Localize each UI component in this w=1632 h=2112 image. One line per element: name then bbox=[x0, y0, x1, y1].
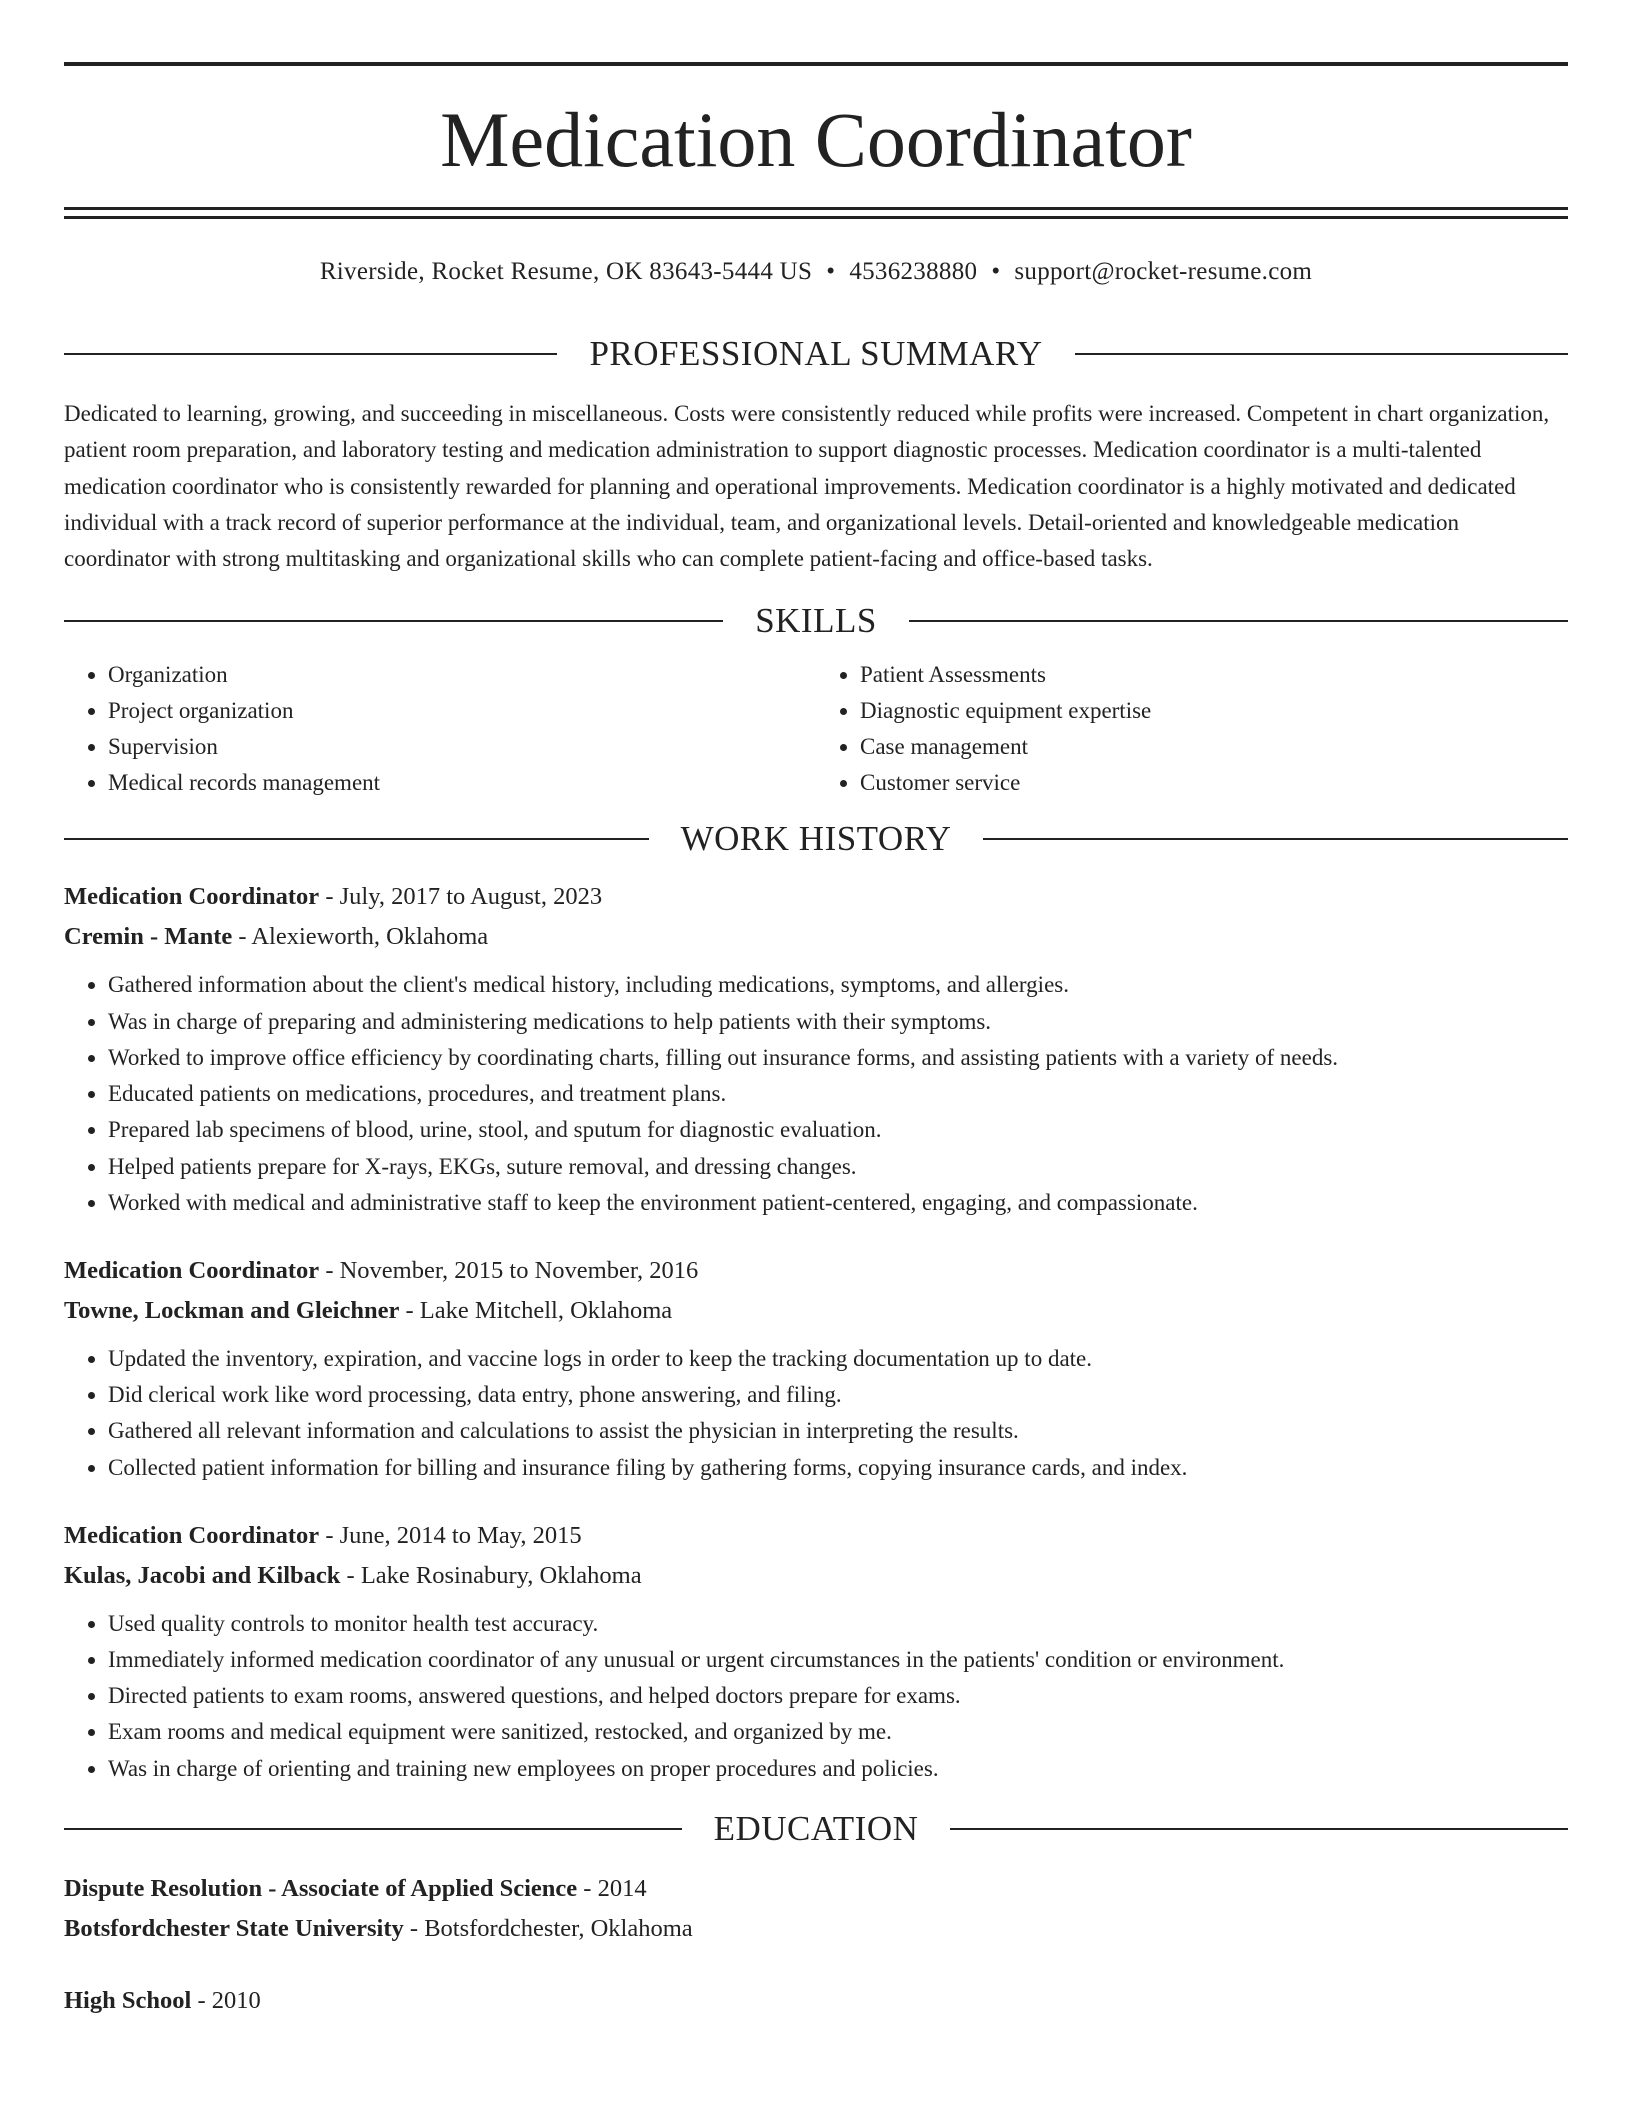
skills-column-left bbox=[64, 657, 816, 801]
job-company: Kulas, Jacobi and Kilback bbox=[64, 1561, 341, 1589]
work-title: WORK HISTORY bbox=[680, 819, 952, 859]
job-bullets bbox=[64, 967, 1568, 1220]
resume-content bbox=[64, 330, 1568, 2021]
summary-title: PROFESSIONAL SUMMARY bbox=[589, 334, 1043, 373]
work-history bbox=[64, 877, 1568, 1786]
job-bullet: • Updated the inventory, expiration, and vaccine logs in order to keep the tracking documentation up to date. bbox=[108, 1341, 1568, 1377]
skills-column-right bbox=[816, 657, 1568, 801]
job-dates: November, 2015 to November, 2016 bbox=[339, 1256, 699, 1284]
job-dates: June, 2014 to May, 2015 bbox=[339, 1521, 582, 1549]
heading-rule-left bbox=[64, 838, 649, 840]
job-location: Lake Rosinabury, Oklahoma bbox=[360, 1561, 642, 1589]
heading-rule-left bbox=[64, 353, 557, 355]
job-bullet: • Worked with medical and administrative staff to keep the environment patient-centered, engaging, and compassionate. bbox=[108, 1185, 1568, 1221]
job-entry bbox=[64, 1516, 1568, 1787]
education-entry bbox=[64, 1981, 1568, 2021]
education-entry bbox=[64, 1869, 1568, 1949]
education-degree-line: High School - 2010 bbox=[64, 1986, 261, 2014]
job-bullet: • Used quality controls to monitor health test accuracy. bbox=[108, 1606, 1568, 1642]
job-company-line: Cremin - Mante - Alexieworth, Oklahoma bbox=[64, 923, 489, 951]
job-bullet: • Was in charge of preparing and administering medications to help patients with their symptoms. bbox=[108, 1004, 1568, 1040]
job-bullet: • Collected patient information for billing and insurance filing by gathering forms, copying insurance cards, and index. bbox=[108, 1450, 1568, 1486]
education-location: Botsfordchester, Oklahoma bbox=[424, 1914, 693, 1942]
skills-title: SKILLS bbox=[755, 601, 877, 641]
job-bullet: • Was in charge of orienting and training new employees on proper procedures and policies. bbox=[108, 1751, 1568, 1787]
job-location: Lake Mitchell, Oklahoma bbox=[419, 1296, 673, 1324]
work-heading bbox=[64, 815, 1568, 863]
resume-name: Medication Coordinator bbox=[440, 96, 1192, 183]
job-title-line: Medication Coordinator - June, 2014 to May, 2015 bbox=[64, 1521, 582, 1549]
contact-phone: 4536238880 bbox=[849, 258, 978, 285]
skill-item: • Supervision bbox=[108, 729, 816, 765]
job-bullet: • Gathered information about the client's medical history, including medications, symptoms, and allergies. bbox=[108, 967, 1568, 1003]
job-bullet: • Prepared lab specimens of blood, urine, stool, and sputum for diagnostic evaluation. bbox=[108, 1112, 1568, 1148]
job-entry bbox=[64, 1251, 1568, 1486]
top-rule bbox=[64, 62, 1568, 66]
education-heading bbox=[64, 1805, 1568, 1853]
job-bullet: • Exam rooms and medical equipment were sanitized, restocked, and organized by me. bbox=[108, 1714, 1568, 1750]
education-degree: High School bbox=[64, 1986, 192, 2014]
heading-rule-left bbox=[64, 1828, 682, 1830]
heading-rule-right bbox=[983, 838, 1568, 840]
job-company: Towne, Lockman and Gleichner bbox=[64, 1296, 400, 1324]
summary-heading bbox=[64, 330, 1568, 378]
header-double-rule-upper bbox=[64, 207, 1568, 210]
contact-email: support@rocket-resume.com bbox=[1014, 258, 1313, 285]
contact-separator: • bbox=[826, 258, 836, 285]
education-degree: Dispute Resolution - Associate of Applied Science bbox=[64, 1874, 578, 1902]
summary-text: Dedicated to learning, growing, and succeeding in miscellaneous. Costs were consistently reduced while profits were increased. Competent in chart organization, patient room preparation, and laboratory testing and medication administration to support diagnostic processes. Medication coordinator is a multi-talented medication coordinator who is consistently rewarded for planning and operational improvements. Medication coordinator is a highly motivated and dedicated individual with a track record of superior performance at the individual, team, and organizational levels. Detail-oriented and knowledgeable medication coordinator with strong multitasking and organizational skills who can complete patient-facing and office-based tasks. bbox=[64, 401, 1550, 572]
job-bullet: • Helped patients prepare for X-rays, EKGs, suture removal, and dressing changes. bbox=[108, 1149, 1568, 1185]
heading-rule-right bbox=[909, 620, 1568, 622]
contact-separator: • bbox=[991, 258, 1001, 285]
skill-item: • Case management bbox=[860, 729, 1568, 765]
education-school: Botsfordchester State University bbox=[64, 1914, 404, 1942]
job-company-line: Towne, Lockman and Gleichner - Lake Mitchell, Oklahoma bbox=[64, 1296, 673, 1324]
education-list bbox=[64, 1869, 1568, 2021]
job-company-line: Kulas, Jacobi and Kilback - Lake Rosinabury, Oklahoma bbox=[64, 1561, 642, 1589]
job-dates: July, 2017 to August, 2023 bbox=[339, 883, 603, 911]
job-title-line: Medication Coordinator - November, 2015 to November, 2016 bbox=[64, 1256, 699, 1284]
skill-item: • Diagnostic equipment expertise bbox=[860, 693, 1568, 729]
job-title: Medication Coordinator bbox=[64, 883, 320, 911]
job-entry bbox=[64, 877, 1568, 1220]
skills-list bbox=[64, 657, 1568, 801]
header-double-rule-lower bbox=[64, 216, 1568, 219]
education-year: 2010 bbox=[211, 1986, 261, 2014]
skill-item: • Medical records management bbox=[108, 765, 816, 801]
job-bullet: • Directed patients to exam rooms, answered questions, and helped doctors prepare for exams. bbox=[108, 1678, 1568, 1714]
heading-rule-left bbox=[64, 620, 723, 622]
heading-rule-right bbox=[1075, 353, 1568, 355]
skill-item: • Patient Assessments bbox=[860, 657, 1568, 693]
skill-item: • Project organization bbox=[108, 693, 816, 729]
job-bullet: • Immediately informed medication coordinator of any unusual or urgent circumstances in the patients' condition or environment. bbox=[108, 1642, 1568, 1678]
job-bullets bbox=[64, 1606, 1568, 1787]
job-location: Alexieworth, Oklahoma bbox=[251, 923, 489, 951]
skills-heading bbox=[64, 597, 1568, 645]
job-title: Medication Coordinator bbox=[64, 1521, 320, 1549]
job-company: Cremin - Mante bbox=[64, 923, 233, 951]
education-year: 2014 bbox=[597, 1874, 647, 1902]
job-bullet: • Did clerical work like word processing, data entry, phone answering, and filing. bbox=[108, 1377, 1568, 1413]
job-bullet: • Gathered all relevant information and calculations to assist the physician in interpreting the results. bbox=[108, 1413, 1568, 1449]
contact-address: Riverside, Rocket Resume, OK 83643-5444 US bbox=[319, 258, 813, 285]
job-bullet: • Educated patients on medications, procedures, and treatment plans. bbox=[108, 1076, 1568, 1112]
job-title-line: Medication Coordinator - July, 2017 to August, 2023 bbox=[64, 883, 603, 911]
job-bullets bbox=[64, 1341, 1568, 1486]
job-title: Medication Coordinator bbox=[64, 1256, 320, 1284]
job-bullet: • Worked to improve office efficiency by coordinating charts, filling out insurance forms, and assisting patients with a variety of needs. bbox=[108, 1040, 1568, 1076]
education-title: EDUCATION bbox=[713, 1808, 919, 1848]
skill-item: • Organization bbox=[108, 657, 816, 693]
heading-rule-right bbox=[950, 1828, 1568, 1830]
education-degree-line: Dispute Resolution - Associate of Applied Science - 2014 bbox=[64, 1874, 647, 1902]
contact-line bbox=[64, 252, 1568, 292]
skill-item: • Customer service bbox=[860, 765, 1568, 801]
education-school-line: Botsfordchester State University - Botsfordchester, Oklahoma bbox=[64, 1914, 693, 1942]
